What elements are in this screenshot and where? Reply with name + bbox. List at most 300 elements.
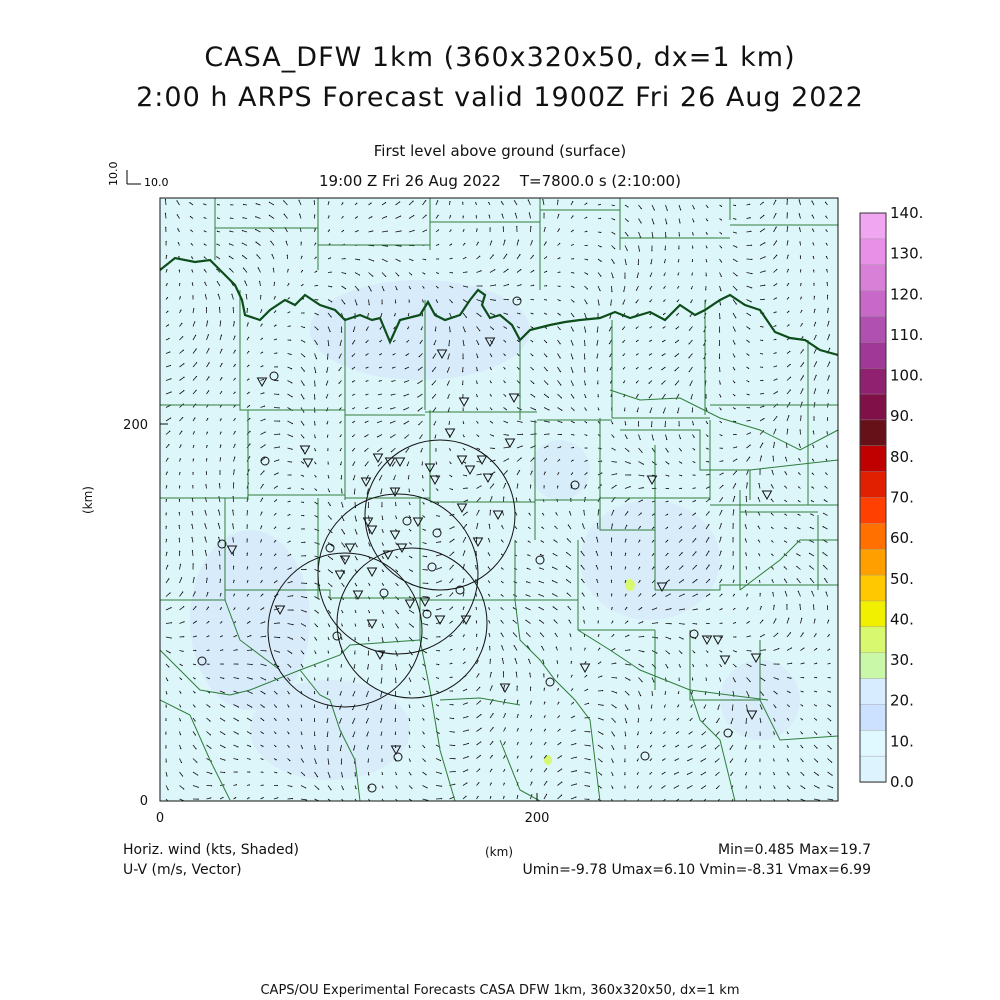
- wind-vector-head: [681, 450, 682, 451]
- wind-vector-head: [365, 408, 366, 409]
- wind-vector-head: [788, 719, 789, 720]
- wind-vector-head: [547, 446, 548, 447]
- wind-vector-head: [751, 273, 752, 274]
- wind-vector-head: [317, 299, 318, 300]
- wind-vector-head: [615, 662, 616, 663]
- wind-vector-head: [540, 554, 541, 555]
- wind-vector-head: [177, 214, 178, 215]
- wind-vector-head: [670, 638, 671, 639]
- wind-vector-head: [708, 461, 709, 462]
- wind-vector-head: [749, 621, 750, 622]
- wind-vector-head: [613, 510, 614, 511]
- wind-vector-head: [265, 650, 266, 651]
- wind-vector-head: [717, 709, 718, 710]
- wind-vector-head: [319, 571, 320, 572]
- wind-vector-head: [480, 755, 481, 756]
- wind-vector-head: [303, 489, 304, 490]
- wind-vector-head: [610, 369, 611, 370]
- wind-vector-head: [481, 285, 482, 286]
- wind-vector-head: [327, 680, 328, 681]
- wind-vector-head: [586, 217, 587, 218]
- wind-vector-head: [276, 759, 277, 760]
- wind-vector-head: [315, 476, 316, 477]
- wind-vector-head: [688, 343, 689, 344]
- wind-vector-head: [573, 330, 574, 331]
- wind-vector-head: [733, 509, 734, 510]
- wind-vector-head: [314, 200, 315, 201]
- wind-vector-head: [256, 203, 257, 204]
- wind-vector-head: [409, 301, 410, 302]
- wind-vector-head: [369, 626, 370, 627]
- wind-vector-head: [719, 318, 720, 319]
- wind-vector-head: [195, 335, 196, 336]
- wind-vector-head: [788, 415, 789, 416]
- wind-vector-head: [813, 430, 814, 431]
- wind-vector-head: [761, 606, 762, 607]
- wind-vector-head: [583, 606, 584, 607]
- wind-vector-head: [674, 787, 675, 788]
- wind-vector-head: [600, 246, 601, 247]
- wind-vector-head: [221, 377, 222, 378]
- wind-vector-head: [559, 459, 560, 460]
- wind-vector-head: [206, 458, 207, 459]
- wind-vector-head: [553, 553, 554, 554]
- wind-vector-head: [533, 270, 534, 271]
- wind-vector-head: [670, 608, 671, 609]
- wind-vector-head: [502, 658, 503, 659]
- wind-vector-head: [315, 229, 316, 230]
- wind-vector-head: [368, 654, 369, 655]
- wind-vector-head: [663, 719, 664, 720]
- wind-vector-head: [208, 650, 209, 651]
- wind-vector-head: [824, 578, 825, 579]
- wind-vector-head: [828, 308, 829, 309]
- wind-vector-head: [224, 692, 225, 693]
- wind-vector-head: [263, 392, 264, 393]
- wind-vector-head: [708, 511, 709, 512]
- wind-vector-head: [803, 375, 804, 376]
- wind-vector-head: [421, 329, 422, 330]
- wind-vector-head: [477, 796, 478, 797]
- wind-vector-head: [204, 537, 205, 538]
- wind-vector-head: [166, 512, 167, 513]
- wind-vector-head: [667, 451, 668, 452]
- wind-vector-head: [366, 381, 367, 382]
- wind-vector-head: [386, 216, 387, 217]
- wind-vector-head: [326, 397, 327, 398]
- wind-vector-head: [377, 422, 378, 423]
- wind-vector-head: [204, 282, 205, 283]
- wind-vector-head: [261, 309, 262, 310]
- wind-vector-head: [501, 554, 502, 555]
- wind-vector-head: [261, 324, 262, 325]
- wind-vector-head: [627, 621, 628, 622]
- wind-vector-head: [507, 470, 508, 471]
- wind-vector-head: [411, 274, 412, 275]
- wind-vector-head: [315, 450, 316, 451]
- wind-vector-head: [234, 444, 235, 445]
- wind-vector-head: [517, 795, 518, 796]
- wind-vector-head: [372, 276, 373, 277]
- wind-vector-head: [762, 443, 763, 444]
- wind-vector-head: [505, 713, 506, 714]
- wind-vector-head: [586, 485, 587, 486]
- wind-vector-head: [378, 394, 379, 395]
- wind-vector-head: [649, 327, 650, 328]
- wind-vector-head: [352, 450, 353, 451]
- wind-vector-head: [441, 773, 442, 774]
- wind-vector-head: [340, 680, 341, 681]
- wind-vector-head: [636, 289, 637, 290]
- wind-vector-head: [731, 723, 732, 724]
- wind-vector-head: [359, 274, 360, 275]
- wind-vector-head: [275, 733, 276, 734]
- wind-vector-head: [409, 733, 410, 734]
- wind-vector-head: [568, 525, 569, 526]
- wind-vector-head: [508, 299, 509, 300]
- wind-vector-head: [829, 677, 830, 678]
- wind-vector-head: [304, 542, 305, 543]
- wind-vector-head: [168, 666, 169, 667]
- wind-vector-head: [279, 446, 280, 447]
- wind-vector-head: [829, 361, 830, 362]
- wind-vector-head: [720, 383, 721, 384]
- wind-vector-head: [427, 624, 428, 625]
- wind-vector-head: [746, 496, 747, 497]
- wind-vector-head: [244, 280, 245, 281]
- wind-vector-head: [180, 310, 181, 311]
- wind-vector-head: [610, 304, 611, 305]
- wind-vector-head: [342, 202, 343, 203]
- wind-vector-head: [683, 579, 684, 580]
- wind-vector-head: [256, 254, 257, 255]
- wind-vector-head: [816, 677, 817, 678]
- wind-vector-head: [191, 537, 192, 538]
- wind-vector-head: [825, 229, 826, 230]
- wind-vector-head: [275, 540, 276, 541]
- wind-vector-head: [529, 513, 530, 514]
- wind-vector-head: [735, 681, 736, 682]
- wind-vector-head: [467, 702, 468, 703]
- wind-vector-head: [791, 663, 792, 664]
- wind-vector-head: [694, 652, 695, 653]
- wind-vector-head: [277, 486, 278, 487]
- wind-vector-head: [238, 733, 239, 734]
- wind-vector-head: [177, 228, 178, 229]
- wind-vector-head: [535, 433, 536, 434]
- wind-vector-head: [544, 688, 545, 689]
- wind-vector-head: [218, 510, 219, 511]
- wind-vector-head: [531, 794, 532, 795]
- wind-vector-head: [452, 607, 453, 608]
- wind-vector-head: [667, 540, 668, 541]
- wind-vector-head: [624, 774, 625, 775]
- wind-vector-head: [491, 496, 492, 497]
- wind-vector-head: [218, 496, 219, 497]
- wind-vector-head: [437, 287, 438, 288]
- wind-vector-head: [736, 261, 737, 262]
- wind-vector-head: [776, 283, 777, 284]
- wind-vector-head: [354, 653, 355, 654]
- wind-vector-head: [560, 446, 561, 447]
- wind-vector-head: [614, 205, 615, 206]
- wind-vector-head: [763, 215, 764, 216]
- wind-vector-head: [381, 761, 382, 762]
- colorbar-swatch: [860, 756, 886, 782]
- wind-vector-head: [262, 594, 263, 595]
- wind-vector-head: [693, 234, 694, 235]
- wind-vector-head: [598, 509, 599, 510]
- wind-vector-head: [790, 364, 791, 365]
- wind-vector-head: [171, 637, 172, 638]
- wind-vector-head: [291, 368, 292, 369]
- wind-vector-head: [331, 532, 332, 533]
- colorbar-swatch: [860, 653, 886, 679]
- wind-vector-head: [706, 261, 707, 262]
- wind-vector-head: [529, 499, 530, 500]
- wind-vector-head: [372, 230, 373, 231]
- wind-vector-head: [390, 422, 391, 423]
- wind-vector-head: [165, 199, 166, 200]
- wind-vector-head: [315, 666, 316, 667]
- wind-vector-head: [453, 514, 454, 515]
- wind-vector-head: [557, 200, 558, 201]
- wind-vector-head: [773, 456, 774, 457]
- wind-vector-head: [508, 447, 509, 448]
- wind-vector-head: [629, 680, 630, 681]
- wind-vector-head: [166, 539, 167, 540]
- wind-vector-head: [597, 383, 598, 384]
- wind-vector-head: [248, 351, 249, 352]
- wind-vector-head: [762, 380, 763, 381]
- wind-vector-head: [612, 788, 613, 789]
- wind-vector-head: [519, 327, 520, 328]
- wind-vector-head: [424, 516, 425, 517]
- wind-vector-head: [815, 633, 816, 634]
- wind-vector-head: [637, 747, 638, 748]
- wind-vector-head: [823, 513, 824, 514]
- wind-vector-head: [683, 624, 684, 625]
- wind-vector-head: [381, 506, 382, 507]
- wind-vector-head: [419, 356, 420, 357]
- wind-vector-head: [745, 538, 746, 539]
- wind-vector-head: [367, 668, 368, 669]
- title-line-1: CASA_DFW 1km (360x320x50, dx=1 km): [204, 42, 796, 73]
- wind-vector-head: [441, 594, 442, 595]
- wind-vector-head: [787, 226, 788, 227]
- wind-vector-head: [530, 226, 531, 227]
- wind-vector-head: [525, 620, 526, 621]
- wind-vector-head: [515, 658, 516, 659]
- wind-vector-head: [289, 311, 290, 312]
- wind-vector-head: [196, 762, 197, 763]
- wind-vector-head: [751, 245, 752, 246]
- wind-vector-head: [381, 734, 382, 735]
- wind-vector-head: [721, 666, 722, 667]
- wind-vector-head: [356, 203, 357, 204]
- wind-vector-head: [301, 242, 302, 243]
- wind-vector-head: [352, 395, 353, 396]
- wind-vector-head: [179, 269, 180, 270]
- wind-vector-head: [749, 420, 750, 421]
- wind-vector-head: [221, 363, 222, 364]
- wind-vector-head: [406, 341, 407, 342]
- wind-vector-head: [695, 500, 696, 501]
- wind-vector-head: [491, 395, 492, 396]
- wind-vector-head: [649, 368, 650, 369]
- wind-vector-head: [463, 578, 464, 579]
- wind-vector-head: [639, 580, 640, 581]
- wind-vector-head: [520, 284, 521, 285]
- colorbar-label: 40.: [890, 610, 914, 629]
- wind-vector-head: [290, 554, 291, 555]
- wind-vector-head: [328, 215, 329, 216]
- wind-vector-head: [277, 797, 278, 798]
- wind-vector-head: [379, 341, 380, 342]
- wind-vector-head: [653, 223, 654, 224]
- wind-vector-head: [830, 734, 831, 735]
- wind-vector-head: [675, 384, 676, 385]
- wind-vector-head: [663, 327, 664, 328]
- wind-vector-head: [277, 366, 278, 367]
- wind-vector-head: [572, 358, 573, 359]
- wind-vector-head: [495, 284, 496, 285]
- wind-vector-head: [277, 785, 278, 786]
- wind-vector-head: [531, 769, 532, 770]
- wind-vector-head: [667, 501, 668, 502]
- wind-vector-head: [721, 594, 722, 595]
- wind-vector-head: [424, 692, 425, 693]
- wind-vector-head: [341, 492, 342, 493]
- wind-vector-head: [695, 513, 696, 514]
- wind-vector-head: [263, 470, 264, 471]
- wind-vector-head: [583, 510, 584, 511]
- wind-vector-head: [191, 256, 192, 257]
- wind-vector-head: [545, 472, 546, 473]
- wind-vector-head: [179, 283, 180, 284]
- wind-vector-head: [435, 330, 436, 331]
- wind-vector-head: [422, 315, 423, 316]
- wind-vector-head: [703, 345, 704, 346]
- wind-vector-head: [830, 720, 831, 721]
- wind-vector-head: [194, 678, 195, 679]
- wind-vector-head: [491, 369, 492, 370]
- wind-vector-head: [529, 673, 530, 674]
- wind-vector-head: [260, 295, 261, 296]
- wind-vector-head: [789, 692, 790, 693]
- wind-vector-head: [775, 801, 776, 802]
- wind-vector-head: [801, 618, 802, 619]
- wind-vector-head: [546, 299, 547, 300]
- wind-vector-head: [627, 206, 628, 207]
- wind-vector-head: [231, 294, 232, 295]
- wind-vector-head: [716, 722, 717, 723]
- wind-vector-head: [589, 745, 590, 746]
- wind-vector-head: [668, 475, 669, 476]
- wind-vector-head: [288, 706, 289, 707]
- wind-vector-head: [640, 593, 641, 594]
- wind-vector-head: [292, 436, 293, 437]
- wind-vector-head: [345, 273, 346, 274]
- wind-vector-head: [545, 715, 546, 716]
- wind-vector-head: [776, 269, 777, 270]
- wind-vector-head: [812, 445, 813, 446]
- wind-vector-head: [735, 622, 736, 623]
- wind-vector-head: [438, 503, 439, 504]
- wind-vector-head: [776, 255, 777, 256]
- wind-vector-head: [814, 309, 815, 310]
- wind-vector-head: [600, 232, 601, 233]
- wind-vector-head: [208, 635, 209, 636]
- wind-vector-head: [222, 635, 223, 636]
- wind-vector-head: [614, 219, 615, 220]
- wind-vector-head: [238, 706, 239, 707]
- wind-vector-head: [750, 231, 751, 232]
- wind-vector-head: [734, 408, 735, 409]
- wind-vector-head: [193, 563, 194, 564]
- wind-vector-head: [166, 499, 167, 500]
- wind-vector-head: [636, 382, 637, 383]
- wind-vector-head: [584, 358, 585, 359]
- min-max: Min=0.485 Max=19.7: [718, 842, 871, 858]
- wind-vector-head: [248, 378, 249, 379]
- wind-vector-head: [539, 567, 540, 568]
- wind-vector-head: [221, 418, 222, 419]
- wind-vector-head: [275, 325, 276, 326]
- wind-vector-head: [800, 283, 801, 284]
- wind-vector-head: [602, 705, 603, 706]
- wind-vector-head: [356, 533, 357, 534]
- wind-vector-head: [440, 760, 441, 761]
- wind-vector-head: [722, 460, 723, 461]
- wind-vector-head: [678, 248, 679, 249]
- wind-vector-head: [395, 721, 396, 722]
- colorbar-label: 140.: [890, 204, 924, 222]
- wind-vector-head: [383, 571, 384, 572]
- wind-vector-head: [276, 693, 277, 694]
- wind-vector-head: [776, 378, 777, 379]
- wind-vector-head: [223, 663, 224, 664]
- wind-vector-head: [637, 734, 638, 735]
- wind-vector-head: [192, 295, 193, 296]
- wind-vector-head: [828, 403, 829, 404]
- wind-vector-head: [586, 675, 587, 676]
- wind-vector-head: [709, 579, 710, 580]
- wind-vector: [342, 489, 343, 493]
- wind-vector-head: [696, 579, 697, 580]
- wind-vector-head: [734, 356, 735, 357]
- wind-vector-head: [677, 274, 678, 275]
- wind-vector-head: [365, 354, 366, 355]
- wind-vector-head: [195, 734, 196, 735]
- wind-vector-head: [477, 409, 478, 410]
- wind-vector-head: [558, 472, 559, 473]
- wind-vector-head: [663, 746, 664, 747]
- wind-vector-head: [668, 488, 669, 489]
- wind-vector-head: [751, 287, 752, 288]
- wind-vector-head: [612, 775, 613, 776]
- wind-vector-head: [702, 802, 703, 803]
- wind-vector-head: [278, 666, 279, 667]
- wind-vector-head: [750, 315, 751, 316]
- wind-vector-head: [585, 497, 586, 498]
- wind-vector-head: [180, 692, 181, 693]
- wind-vector-head: [223, 784, 224, 785]
- wind-vector-head: [329, 331, 330, 332]
- wind-vector-head: [478, 344, 479, 345]
- wind-vector-head: [722, 448, 723, 449]
- wind-vector-head: [828, 620, 829, 621]
